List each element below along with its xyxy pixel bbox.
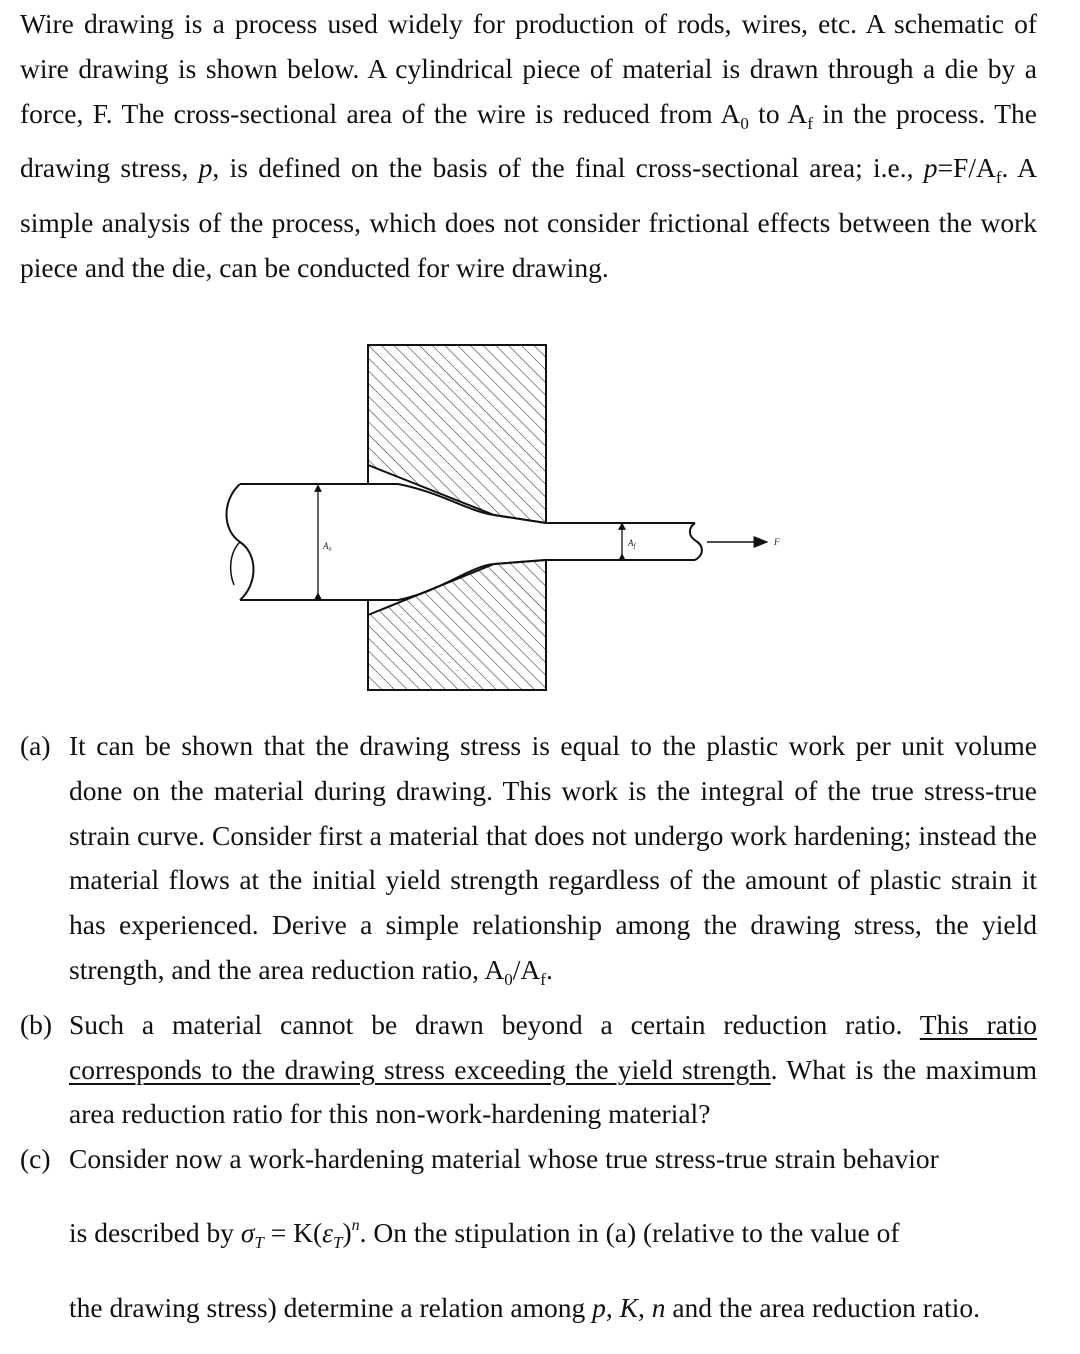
break-symbol-left-2 [231,542,240,585]
underlined-phrase: This ratio corresponds to the drawing stress exceeding the yield strength [69,1008,1037,1085]
subscript-f-2: f [995,168,1002,188]
part-c-line-1: Consider now a work-hardening material whose true stress-true strain behavior [69,1143,939,1175]
part-b-text: Such a material cannot be drawn beyond a certain reduction ratio. This ratio corresponds to the drawing stress exceeding the yield strength. What is the maximum area reduction ratio for this non-work-hardening material? [69,1008,1038,1130]
stress-strain-formula: $\sigma_T = K(\varepsilon_T)^n$ [240,1216,360,1252]
intro-text-6: . A simple analysis of the process, which does not consider frictional effects between the work piece and the die, can be conducted for wire drawing. [20,152,1037,283]
subscript-f: f [807,113,813,133]
part-a [20,724,1037,1003]
lower-die [368,560,546,690]
intro-text-5: =F/A [937,152,996,184]
subscript-0: 0 [740,113,749,133]
intro-paragraph [20,2,1037,291]
part-b-label: (b) [20,1008,53,1040]
schematic-svg [200,330,820,710]
symbol-p-2: p [923,152,938,184]
part-c [20,1137,1037,1330]
label-af: $A_f$ [628,538,636,550]
part-a-text: It can be shown that the drawing stress is equal to the plastic work per unit volume done on the material during drawing. This work is the integral of the true stress-true strain curve. Consider first a material that does not undergo work hardening; instead the material flows at the initial yield strength regardless of the amount of plastic strain it has experienced. Derive a simple relationship among the drawing stress, the yield strength, and the area reduction ratio, $A_0/A_f$. [69,730,1037,989]
part-c-label: (c) [20,1143,51,1175]
intro-text-2: to A [748,97,808,129]
intro-text-4: , is defined on the basis of the final cross-sectional area; i.e., [212,152,924,184]
upper-die [368,345,546,523]
break-symbol-right [690,523,702,560]
part-c-line-2: is described by $\sigma_T = K(\varepsilon_T)^n$. On the stipulation in (a) (relative to the value of [69,1216,900,1252]
part-a-label: (a) [20,730,51,761]
part-c-text [69,1137,1037,1330]
intro-text-1: Wire drawing is a process used widely for production of rods, wires, etc. A schematic of wire drawing is shown below. A cylindrical piece of material is drawn through a die by a force, F. The cross-sectional area of the wire is reduced from A [20,8,1037,129]
part-b [20,1003,1037,1137]
label-force: F [774,537,780,547]
label-a0: A₀ [323,541,332,551]
question-parts [20,724,1037,1331]
wire-drawing-schematic [200,330,820,710]
intro-text-3: in the process. The drawing stress, [20,97,1038,184]
symbol-p: p [198,152,213,184]
part-c-line-3: the drawing stress) determine a relation among p, K, n and the area reduction ratio. [69,1291,981,1323]
